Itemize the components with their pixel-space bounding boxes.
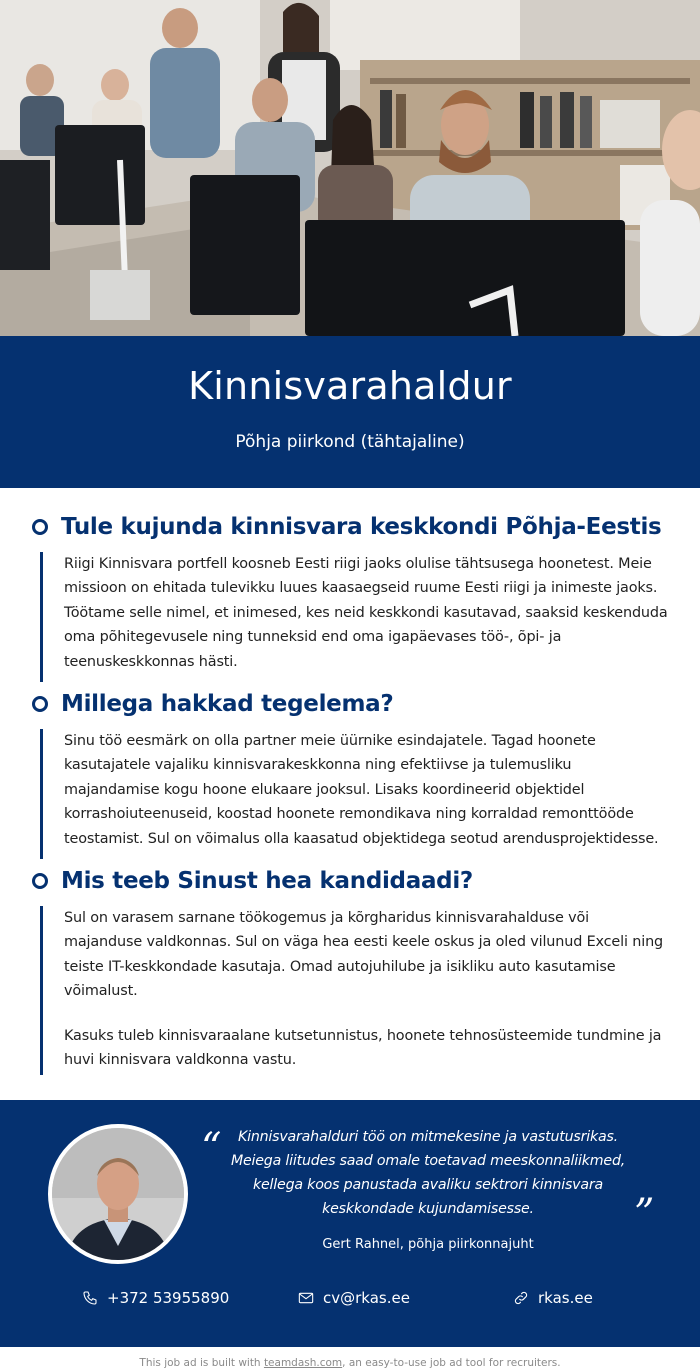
section-body bbox=[40, 552, 670, 682]
contact-phone-link[interactable] bbox=[82, 1289, 229, 1307]
office-team-photo bbox=[0, 0, 700, 336]
contact-website-label: rkas.ee bbox=[538, 1289, 593, 1307]
mail-icon bbox=[298, 1291, 314, 1305]
contact-email-label: cv@rkas.ee bbox=[323, 1289, 410, 1307]
hero-image bbox=[0, 0, 700, 336]
circle-bullet-icon bbox=[32, 519, 48, 535]
section-body bbox=[40, 729, 670, 859]
link-icon bbox=[513, 1290, 529, 1306]
section-header bbox=[32, 687, 700, 721]
person-portrait bbox=[52, 1128, 184, 1260]
contact-website-link[interactable] bbox=[513, 1289, 593, 1307]
paragraph: Riigi Kinnisvara portfell koosneb Eesti riigi jaoks olulise tähtsusega hoonetest. Meie missioon on ehitada tulevikku luues kaasaegseid ruume Eesti riigi ja inimeste jaoks. Töötame selle nimel, et inimesed, kes neid keskkondi kasutavad, saaksid keskenduda oma põhitegevusele ning tunneksid end oma igapäevases töö-, õpi- ja teenuskeskkonnas hästi. bbox=[64, 556, 668, 670]
teamdash-link[interactable]: teamdash.com bbox=[263, 1357, 343, 1369]
paragraph: Kasuks tuleb kinnisvaraalane kutsetunnistus, hoonete tehnosüsteemide tundmine ja huvi kinnisvara valdkonna vastu. bbox=[64, 1027, 662, 1069]
footer bbox=[0, 1347, 700, 1369]
section-responsibilities bbox=[0, 687, 700, 859]
section-title: Tule kujunda kinnisvara keskkondi Põhja-Eestis bbox=[61, 514, 662, 540]
footer-prefix: This job ad is built with bbox=[139, 1357, 264, 1369]
section-intro bbox=[0, 510, 700, 682]
paragraph: Sul on varasem sarnane töökogemus ja kõrgharidus kinnisvarahalduse või majanduse valdkonnas. Sul on väga hea eesti keele oskus ja oled vilunud Exceli ning teiste IT-keskkondade kasutaja. Omad autojuhilube ja isikliku auto kasutamise võimalust. bbox=[64, 910, 664, 1000]
job-title: Kinnisvarahaldur bbox=[188, 364, 512, 408]
contact-email-link[interactable] bbox=[298, 1289, 410, 1307]
job-description bbox=[0, 488, 700, 1075]
job-header bbox=[0, 336, 700, 488]
quote-author: Gert Rahnel, põhja piirkonnajuht bbox=[322, 1237, 534, 1252]
section-body bbox=[40, 906, 670, 1075]
section-header bbox=[32, 510, 700, 544]
section-requirements bbox=[0, 864, 700, 1075]
circle-bullet-icon bbox=[32, 873, 48, 889]
section-header bbox=[32, 864, 700, 898]
contact-phone-label: +372 53955890 bbox=[107, 1289, 230, 1307]
quote-open-icon: “ bbox=[201, 1125, 222, 1171]
phone-icon bbox=[82, 1290, 98, 1306]
section-title: Mis teeb Sinust hea kandidaadi? bbox=[61, 868, 473, 894]
footer-suffix: , an easy-to-use job ad tool for recruiters. bbox=[342, 1357, 561, 1369]
quote-close-icon: ” bbox=[634, 1191, 655, 1237]
section-title: Millega hakkad tegelema? bbox=[61, 691, 394, 717]
job-subtitle: Põhja piirkond (tähtajaline) bbox=[235, 432, 465, 452]
circle-bullet-icon bbox=[32, 696, 48, 712]
paragraph: Sinu töö eesmärk on olla partner meie üürnike esindajatele. Tagad hoonete kasutajatele vajaliku kinnisvarakeskkonna ning efektiivse ja tulemusliku majandamise kogu hoone elukaare jooksul. Lisaks koordineerid objektidel korrashoiuteenuseid, koostad hoonete remondikava ning korraldad remonttööde teostamist. Sul on võimalus olla kaasatud objektidega seotud arendusprojektidesse. bbox=[64, 733, 659, 847]
testimonial bbox=[0, 1100, 700, 1347]
avatar bbox=[48, 1124, 188, 1264]
quote-text: Kinnisvarahalduri töö on mitmekesine ja vastutusrikas. Meiega liitudes saad omale toetavad meeskonnaliikmed, kellega koos panustada avaliku sektrori kinnisvara keskkondade kujundamisesse. bbox=[230, 1129, 626, 1217]
